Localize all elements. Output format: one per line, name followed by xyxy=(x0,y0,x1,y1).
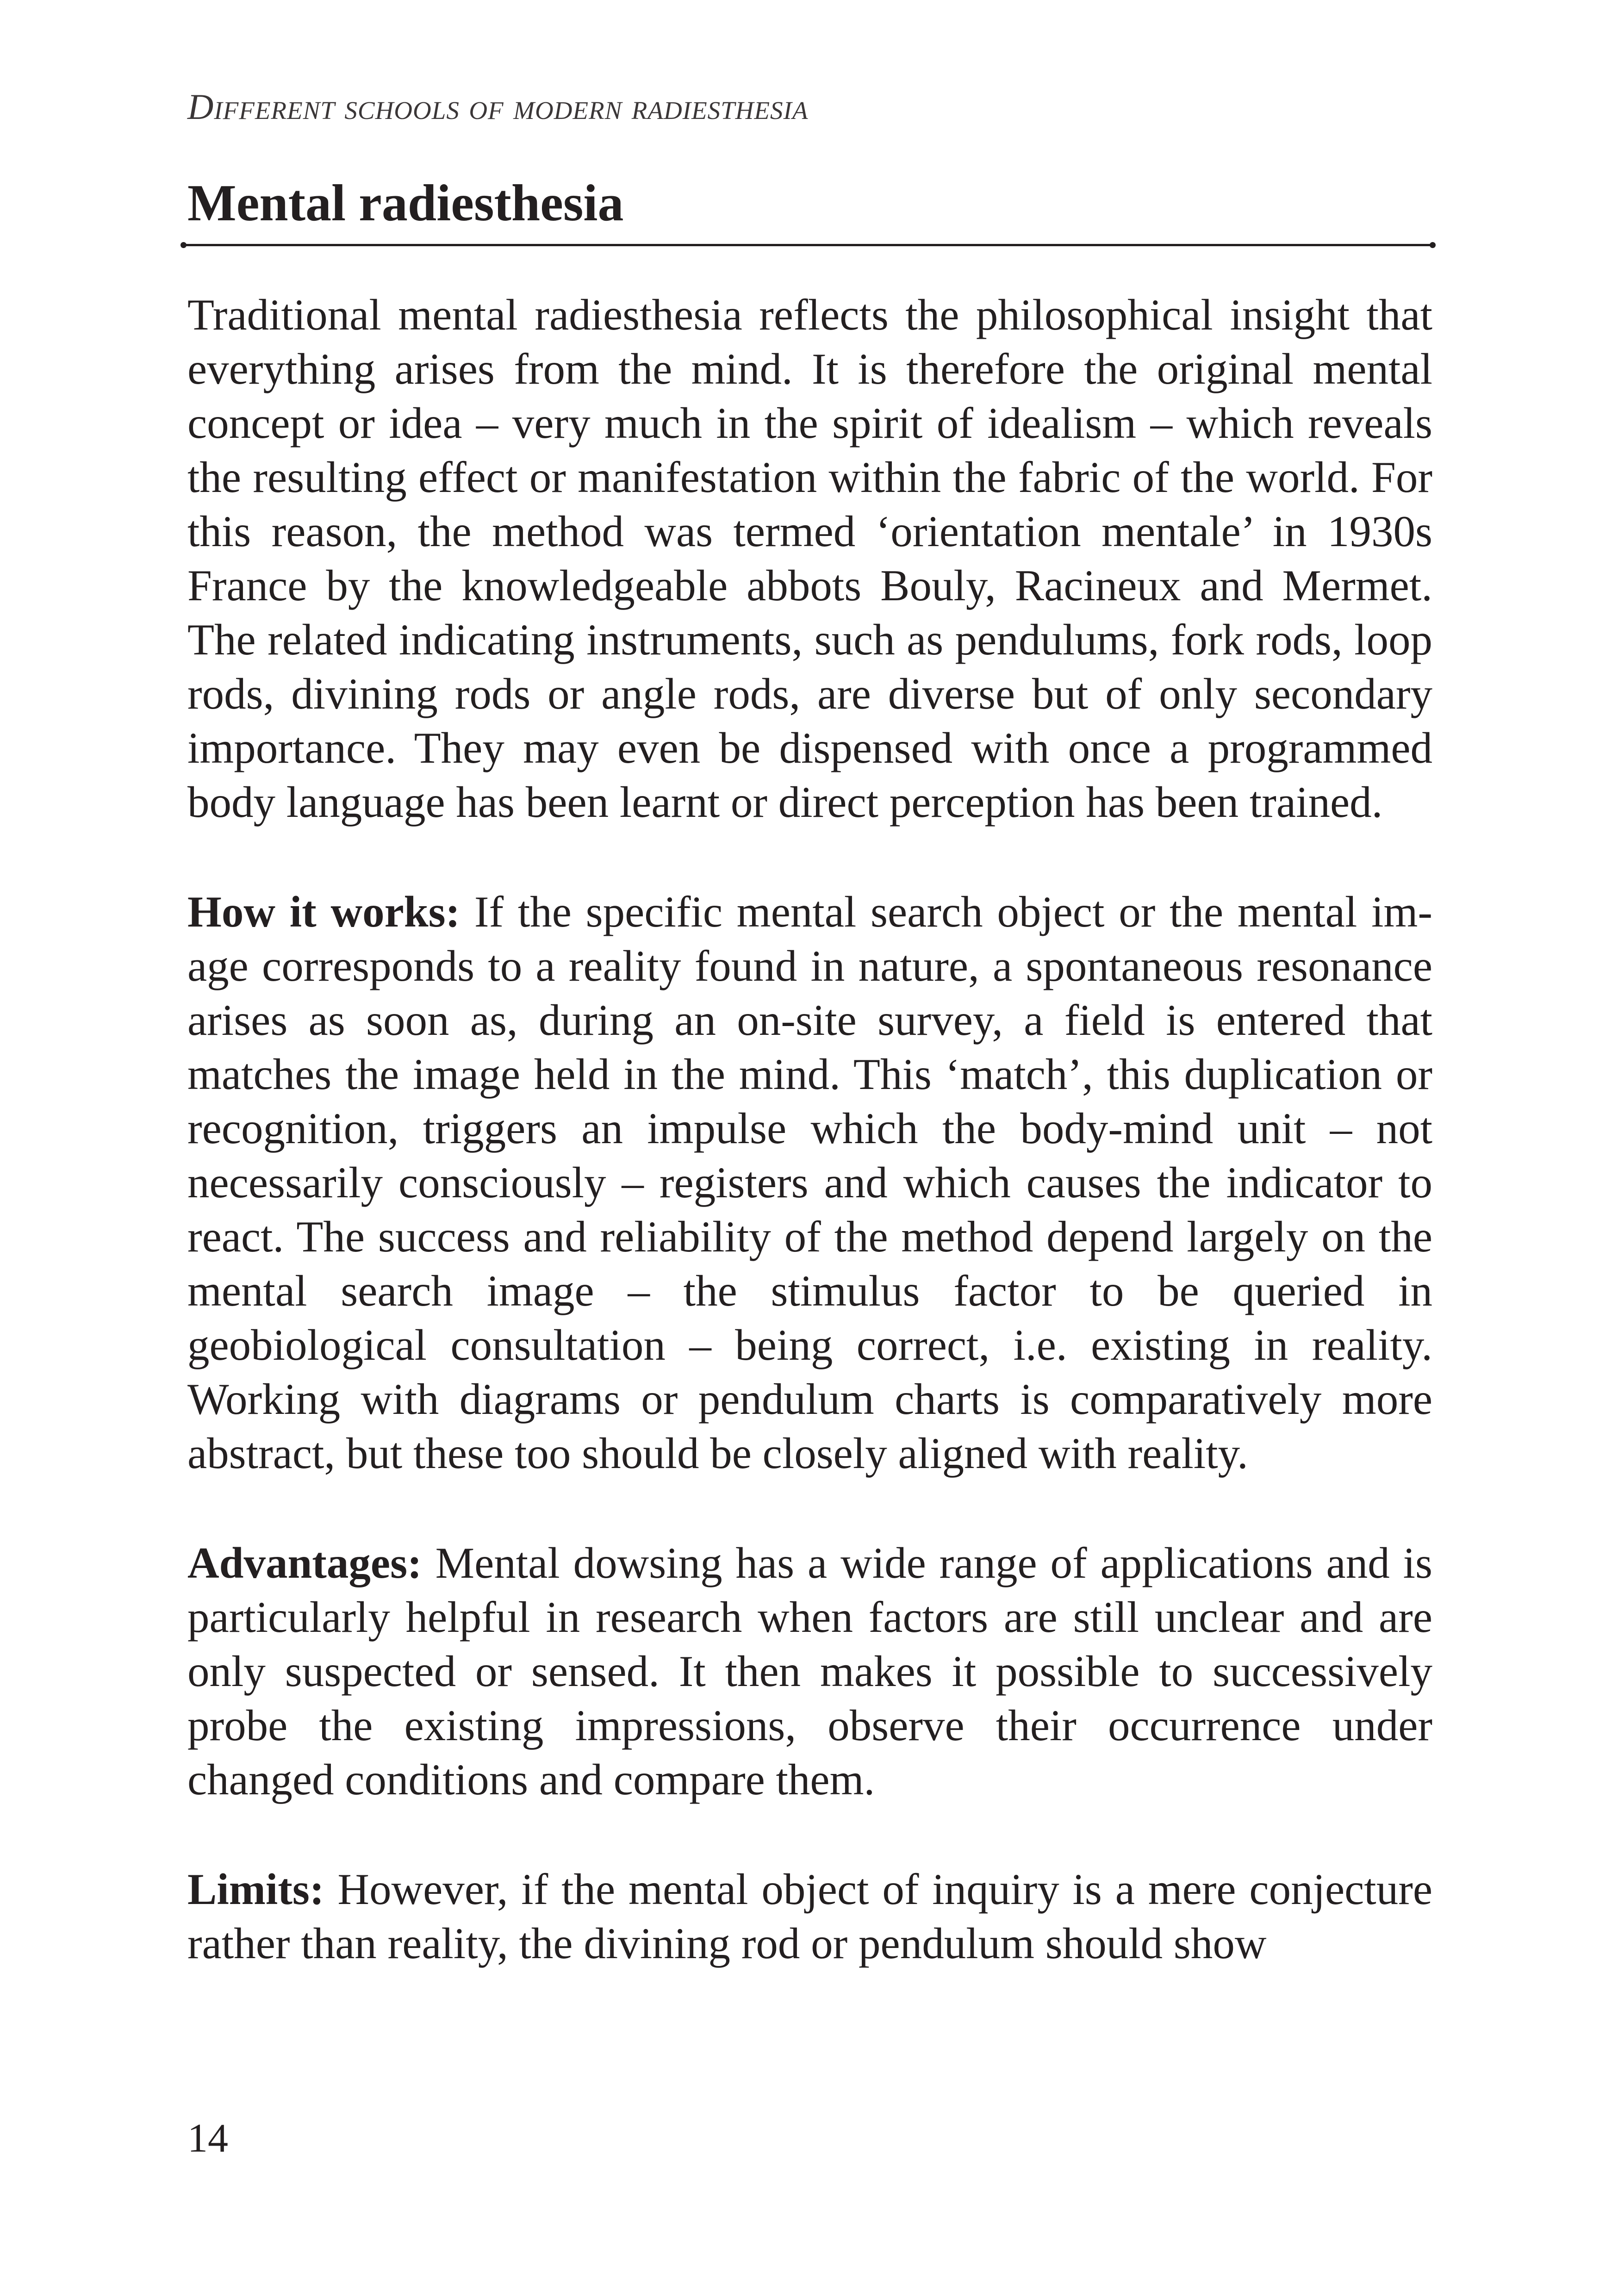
running-head: Different schools of modern radiesthesia xyxy=(187,87,809,127)
paragraph-advantages xyxy=(187,1536,1432,1807)
paragraph-limits xyxy=(187,1862,1432,1971)
paragraph-lead-limits: Limits: xyxy=(187,1865,324,1914)
section-title: Mental radiesthesia xyxy=(187,174,624,232)
paragraph-advantages-text: Mental dowsing has a wide range of applications and is particularly helpful in research when factors are still unclear and are only suspected or sensed. It then makes it possible to successively probe the existing impressions, observe their occurrence under changed conditions and compare them. xyxy=(187,1538,1432,1804)
paragraph-lead-advantages: Advantages: xyxy=(187,1538,422,1587)
paragraph-how-it-works-text: If the specific mental search object or the mental image corresponds to a reality found in nature, a spontaneous resonance arises as soon as, during an on-site survey, a field is entered that matches the image held in the mind. This ‘match’, this duplication or recognition, triggers an impulse which the body-mind unit – not necessarily consciously – registers and which causes the indicator to react. The success and reliability of the method depend largely on the mental search image – the stimulus factor to be queried in geobiological consultation – being correct, i.e. existing in reality. Working with diagrams or pendulum charts is comparatively more abstract, but these too should be closely aligned with reality. xyxy=(187,887,1432,1478)
paragraph-limits-text: However, if the mental object of inquiry is a mere conjecture rather than reality, the divining rod or pendulum should show xyxy=(187,1865,1432,1968)
body-text xyxy=(187,288,1432,1971)
paragraph-intro xyxy=(187,288,1432,829)
paragraph-how-it-works xyxy=(187,885,1432,1481)
page-number: 14 xyxy=(187,2116,228,2161)
paragraph-intro-text: Traditional mental radiesthesia reflects the philosophical insight that everything arises from the mind. It is therefore the original mental concept or idea – very much in the spirit of idealism – which reveals the resulting effect or manifestation within the fabric of the world. For this reason, the method was termed ‘orientation mentale’ in 1930s France by the knowledgeable abbots Bouly, Racineux and Mermet. The related indicating instruments, such as pendulums, fork rods, loop rods, divining rods or angle rods, are diverse but of only secondary importance. They may even be dispensed with once a programmed body language has been learnt or direct perception has been trained. xyxy=(187,290,1432,827)
title-rule xyxy=(183,244,1433,246)
paragraph-lead-how-it-works: How it works: xyxy=(187,887,461,936)
